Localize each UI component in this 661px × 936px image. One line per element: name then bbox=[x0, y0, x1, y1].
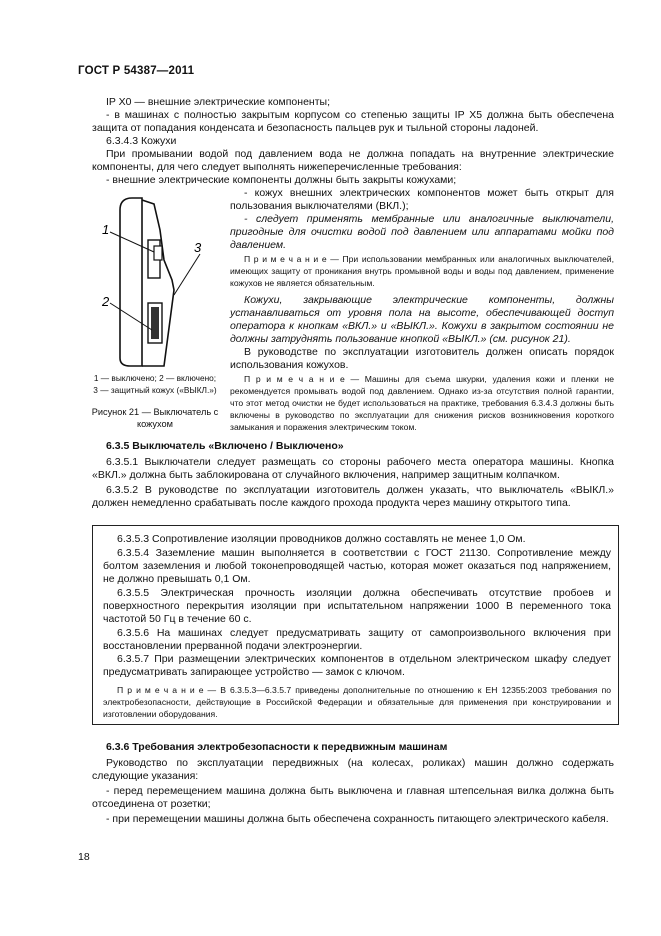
figure-label-1: 1 bbox=[102, 222, 110, 237]
note-skinning-machines: П р и м е ч а н и е — Машины для съема шкурки, удаления кожи и пленки не рекомендуется промывать водой под давлением. Однако из-за отсутствия полной гарантии, что этот метод очистки не будет использоваться на практике, требования 6.3.4.3 должны быть включены в руководство по эксплуатации для снижения рисков возникновения короткого замыкания и поражения электрическим током. bbox=[230, 374, 614, 432]
para-mobile-unplug: - перед перемещением машина должна быть выключена и главная штепсельная вилка должна быть отсоединена от розетки; bbox=[92, 785, 614, 810]
figure-label-3: 3 bbox=[194, 240, 202, 255]
clause-6-3-5-6: 6.3.5.6 На машинах следует предусматривать защиту от самопроизвольного включения при восстановлении прерванной подачи электроэнергии. bbox=[103, 627, 611, 652]
figure-title: Рисунок 21 — Выключатель с кожухом bbox=[91, 407, 219, 429]
clause-6-3-5-3: 6.3.5.3 Сопротивление изоляции проводников должно составлять не менее 1,0 Ом. bbox=[117, 533, 526, 545]
clause-6-3-4-3-title: 6.3.4.3 Кожухи bbox=[106, 135, 177, 147]
off-button-shape bbox=[154, 246, 162, 260]
section-6-3-5-title: 6.3.5 Выключатель «Включено / Выключено» bbox=[106, 440, 344, 452]
machine-wall-shape bbox=[120, 198, 142, 366]
figure-label-2: 2 bbox=[102, 294, 110, 309]
clause-6-3-5-7: 6.3.5.7 При размещении электрических компонентов в отдельном электрическом шкафу следует предусматривать запирающее устройство — замок с ключом. bbox=[103, 653, 611, 678]
para-external-covered: - внешние электрические компоненты должны быть закрыты кожухами; bbox=[106, 174, 457, 186]
leader-line-3 bbox=[174, 254, 200, 295]
para-covers-height: Кожухи, закрывающие электрические компоненты, должны устанавливаться от уровня пола на высоте, обеспечивающей доступ оператора к кнопкам «ВКЛ.» и «ВЫКЛ.». Кожухи в закрытом состоянии не должны затруднять пользование кнопкой «ВЫКЛ.» (см. рисунок 21). bbox=[230, 294, 614, 345]
clause-6-3-5-5: 6.3.5.5 Электрическая прочность изоляции должна обеспечивать отсутствие пробоев и поверхностного перекрытия изоляции при испытательном напряжении 1000 В переменного тока частотой 50 Гц в течение 60 с. bbox=[103, 587, 611, 625]
clause-6-3-5-4: 6.3.5.4 Заземление машин выполняется в соответствии с ГОСТ 21130. Сопротивление между болтом заземления и любой токонепроводящей частью, которая может оказаться под напряжением, не должно превышать 0,1 Ом. bbox=[103, 547, 611, 585]
page-number: 18 bbox=[78, 851, 90, 863]
switch-cover-figure bbox=[92, 190, 212, 370]
figure-legend-b: 3 — защитный кожух («ВЫКЛ.») bbox=[93, 385, 217, 395]
para-mobile-cable: - при перемещении машины должна быть обеспечена сохранность питающего электрического кабеля. bbox=[106, 813, 609, 825]
para-membrane: - следует применять мембранные или аналогичные выключатели, пригодные для очистки водой под давлением или аппаратами мойки под давлением. bbox=[230, 213, 614, 251]
document-header: ГОСТ Р 54387—2011 bbox=[78, 65, 195, 77]
para-ipx5: - в машинах с полностью закрытым корпусом со степенью защиты IP X5 должна быть обеспечена защита от попадания конденсата и безопасность пальцев рук и тыльной стороны ладоней. bbox=[92, 109, 614, 134]
clause-6-3-5-2: 6.3.5.2 В руководстве по эксплуатации изготовитель должен указать, что выключатель «ВЫКЛ.» должен немедленно срабатывать после каждого прохода продукта через машину открытого типа. bbox=[92, 484, 614, 509]
section-6-3-6-title: 6.3.6 Требования электробезопасности к передвижным машинам bbox=[106, 741, 448, 753]
note-en12355: П р и м е ч а н и е — В 6.3.5.3—6.3.5.7 приведены дополнительные по отношению к ЕН 12355:2003 требования по электробезопасности, действующие в Российской Федерации и обязательные для применения при конструировании и изготовлении оборудования. bbox=[103, 685, 611, 719]
para-ipx0: IP X0 — внешние электрические компоненты; bbox=[106, 96, 330, 108]
para-mobile-manual: Руководство по эксплуатации передвижных (на колесах, роликах) машин должно содержать следующие указания: bbox=[92, 757, 614, 782]
para-manual-covers: В руководстве по эксплуатации изготовитель должен описать порядок использования кожухов. bbox=[230, 346, 614, 371]
clause-6-3-5-1: 6.3.5.1 Выключатели следует размещать со стороны рабочего места оператора машины. Кнопка «ВКЛ.» должна быть заблокирована от случайного включения, например защитным колпачком. bbox=[92, 456, 614, 481]
para-cover-open: - кожух внешних электрических компонентов может быть открыт для пользования выключателями (ВКЛ.); bbox=[230, 187, 614, 212]
on-button-shape bbox=[151, 307, 159, 339]
note-membrane: П р и м е ч а н и е — При использовании мембранных или аналогичных выключателей, имеющих защиту от проникания внутрь промывной воды и воды под давлением, применение кожухов не является обязательным. bbox=[230, 254, 614, 288]
figure-legend-a: 1 — выключено; 2 — включено; bbox=[93, 373, 217, 383]
para-water-pressure: При промывании водой под давлением вода не должна попадать на внутренние электрические компоненты, для чего следует выполнять нижеперечисленные требования: bbox=[92, 148, 614, 173]
national-requirements-box bbox=[92, 525, 619, 725]
